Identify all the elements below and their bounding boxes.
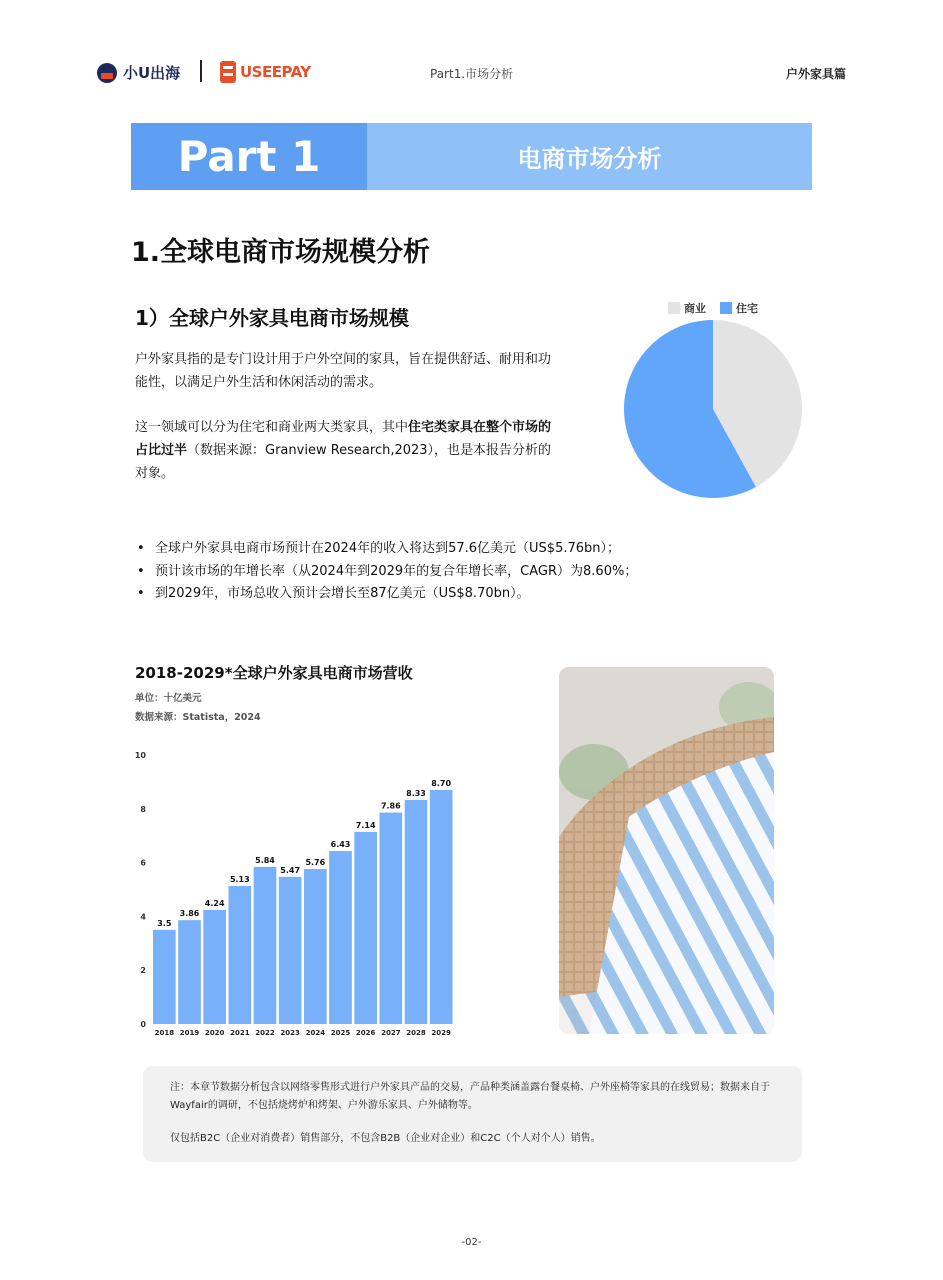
y-tick-label: 10 — [134, 751, 146, 760]
section-heading: 1）全球户外家具电商市场规模 — [135, 306, 409, 330]
xiaou-logo — [97, 62, 180, 83]
banner-title: 电商市场分析 — [367, 123, 812, 190]
y-tick-label: 4 — [140, 912, 146, 922]
y-tick-label: 8 — [140, 804, 146, 814]
chart-title: 2018-2029*全球户外家具电商市场营收 — [135, 664, 413, 682]
bar-2019 — [178, 920, 201, 1024]
useepay-logo-text: USEEPAY — [240, 63, 311, 81]
revenue-bar-chart — [130, 745, 465, 1045]
intro-paragraph: 户外家具指的是专门设计用于户外空间的家具，旨在提供舒适、耐用和功能性，以满足户外生活和休闲活动的需求。 — [135, 352, 552, 390]
bar-value-label: 5.76 — [305, 858, 326, 868]
bar-2025 — [329, 851, 352, 1024]
list-item: • 全球户外家具电商市场预计在2024年的收入将达到57.6亿美元（US$5.76bn）； — [135, 538, 775, 561]
x-tick-label: 2028 — [406, 1029, 426, 1037]
banner-part-label: Part 1 — [131, 123, 367, 190]
x-tick-label: 2022 — [255, 1029, 275, 1037]
list-item: • 到2029年，市场总收入预计会增长至87亿美元（US$8.70bn）。 — [135, 583, 775, 606]
x-tick-label: 2024 — [305, 1029, 326, 1037]
page-number: -02- — [461, 1237, 482, 1248]
segment-paragraph — [135, 416, 555, 485]
xiaou-logo-text: 小U出海 — [123, 64, 181, 82]
segment-paragraph-emphasis: 住宅类家具在整个市场的占比过半 — [135, 420, 552, 458]
chart-unit: 单位：十亿美元 — [135, 693, 202, 704]
xiaou-logo-icon — [97, 63, 117, 83]
pie-legend-label-commercial: 商业 — [684, 302, 706, 315]
outdoor-cushion-photo — [559, 667, 774, 1034]
useepay-logo-icon — [220, 61, 236, 83]
bar-2027 — [380, 813, 403, 1024]
bar-value-label: 7.14 — [355, 820, 376, 830]
bar-2021 — [229, 886, 252, 1024]
list-item: • 预计该市场的年增长率（从2024年到2029年的复合年增长率，CAGR）为8.60%； — [135, 561, 775, 584]
bar-value-label: 5.47 — [280, 865, 301, 875]
bar-2022 — [254, 867, 277, 1024]
bar-value-label: 4.24 — [204, 898, 225, 908]
x-tick-label: 2021 — [230, 1029, 250, 1037]
bar-value-label: 6.43 — [330, 840, 351, 850]
note-line-2: 仅包括B2C（企业对消费者）销售部分，不包含B2B（企业对企业）和C2C（个人对个人）销售。 — [170, 1133, 601, 1144]
note-line-1: 注：本章节数据分析包含以网络零售形式进行户外家具产品的交易，产品种类涵盖露台餐桌椅、户外座椅等家具的在线贸易；数据来自于Wayfair的调研，不包括烧烤炉和烤架、户外游乐家具、户外储物等。 — [170, 1082, 770, 1111]
pie-legend-swatch-commercial — [668, 302, 680, 314]
bar-value-label: 8.33 — [406, 788, 426, 798]
x-tick-label: 2023 — [280, 1029, 300, 1037]
pie-legend-label-residential: 住宅 — [736, 302, 758, 315]
pie-legend — [668, 300, 758, 316]
bar-value-label: 3.5 — [157, 918, 172, 928]
bar-2023 — [279, 877, 302, 1024]
chart-source: 数据来源：Statista，2024 — [135, 712, 261, 723]
y-tick-label: 2 — [140, 966, 146, 976]
bar-2026 — [354, 832, 377, 1024]
x-tick-label: 2018 — [154, 1029, 175, 1037]
segment-paragraph-post: （数据来源：Granview Research,2023），也是本报告分析的对象。 — [135, 443, 552, 481]
bar-2018 — [153, 930, 176, 1024]
x-tick-label: 2027 — [381, 1029, 401, 1037]
logo-divider — [200, 60, 202, 82]
bar-value-label: 3.86 — [179, 909, 200, 919]
x-tick-label: 2025 — [330, 1029, 351, 1037]
x-tick-label: 2019 — [179, 1029, 200, 1037]
y-tick-label: 6 — [140, 858, 146, 868]
bar-2020 — [203, 910, 226, 1024]
bar-2028 — [405, 800, 428, 1024]
pie-chart — [622, 318, 804, 500]
y-tick-label: 0 — [140, 1020, 146, 1029]
header-section-label: Part1.市场分析 — [430, 67, 514, 81]
bar-value-label: 5.84 — [255, 855, 275, 865]
page-heading: 1.全球电商市场规模分析 — [131, 237, 431, 268]
bar-value-label: 8.70 — [431, 778, 452, 788]
segment-paragraph-pre: 这一领域可以分为住宅和商业两大类家具，其中 — [135, 420, 409, 435]
bar-2024 — [304, 869, 327, 1024]
bar-value-label: 7.86 — [380, 801, 401, 811]
x-tick-label: 2020 — [204, 1029, 225, 1037]
key-facts-list — [135, 538, 775, 606]
pie-legend-swatch-residential — [720, 302, 732, 314]
header-category-label: 户外家具篇 — [785, 67, 846, 81]
bar-value-label: 5.13 — [229, 875, 250, 885]
x-tick-label: 2029 — [431, 1029, 451, 1037]
x-tick-label: 2026 — [355, 1029, 376, 1037]
useepay-logo — [220, 61, 311, 83]
bar-2029 — [430, 790, 453, 1024]
